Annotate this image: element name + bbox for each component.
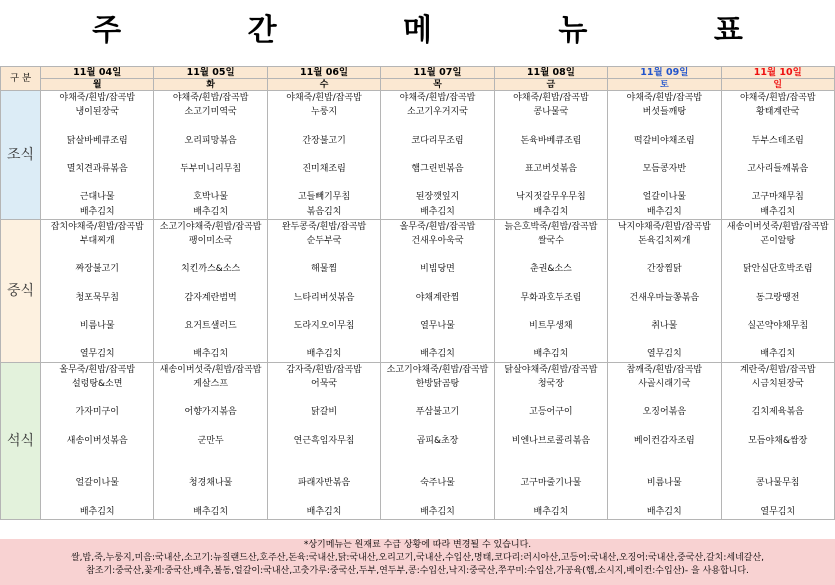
menu-item: 김치제육볶음: [721, 405, 834, 419]
day-name-0: 월: [41, 79, 154, 91]
menu-item: 건새우마늘쫑볶음: [608, 291, 721, 305]
menu-item: [494, 391, 607, 405]
day-date-4: 11월 08일: [494, 67, 607, 79]
menu-item: 늙은호박죽/흰밥/잡곡밥: [494, 219, 607, 234]
menu-item: [154, 176, 267, 190]
menu-item: 야채죽/흰밥/잡곡밥: [41, 91, 154, 106]
menu-item: 낙지젓갈무우무침: [494, 190, 607, 204]
menu-item: 설렁탕&소면: [41, 377, 154, 391]
menu-item: 올무죽/흰밥/잡곡밥: [41, 362, 154, 377]
menu-item: 콩나물국: [494, 105, 607, 119]
menu-item: 실곤약야채무침: [721, 319, 834, 333]
menu-item: [721, 391, 834, 405]
menu-item: [608, 119, 721, 133]
menu-item: [721, 119, 834, 133]
menu-item: 시금치된장국: [721, 377, 834, 391]
menu-item: [267, 119, 380, 133]
menu-item: [41, 305, 154, 319]
menu-item: [41, 148, 154, 162]
menu-item: [381, 448, 494, 462]
menu-item: 고들빼기무침: [267, 190, 380, 204]
menu-item: 건새우아욱국: [381, 234, 494, 248]
menu-item: [154, 391, 267, 405]
menu-item: [494, 462, 607, 476]
menu-item: [494, 148, 607, 162]
menu-item: 치킨까스&소스: [154, 262, 267, 276]
menu-item: 춘권&소스: [494, 262, 607, 276]
notice-line-3: 참조기:중국산,꽃게:중국산,배추,볼동,얼갈이:국내산,고춧가루:중국산,두부,연두부,콩:수입산,낙지:중국산,쭈꾸미:수입산,가공육(햄,소시지,베이컨:수입산)- 을 사용합니다.: [86, 566, 749, 576]
menu-item: 야채죽/흰밥/잡곡밥: [721, 91, 834, 106]
menu-item: 취나물: [608, 319, 721, 333]
menu-item: [267, 391, 380, 405]
menu-item: [381, 148, 494, 162]
menu-item: [41, 119, 154, 133]
menu-item: [381, 391, 494, 405]
menu-item: 부대찌개: [41, 234, 154, 248]
meal-label-1: 중식: [1, 219, 41, 362]
menu-item: 팽이미소국: [154, 234, 267, 248]
menu-item: 청포묵무침: [41, 291, 154, 305]
menu-item: 볶음김치: [267, 205, 380, 220]
menu-item: 어묵국: [267, 377, 380, 391]
menu-item: [494, 305, 607, 319]
menu-item: 곤이알탕: [721, 234, 834, 248]
menu-item: 도라지오이무침: [267, 319, 380, 333]
menu-item: 모듬콩자반: [608, 162, 721, 176]
menu-item: 소고기미역국: [154, 105, 267, 119]
menu-item: [721, 276, 834, 290]
menu-item: 계란죽/흰밥/잡곡밥: [721, 362, 834, 377]
menu-item: [267, 448, 380, 462]
menu-item: 배추김치: [381, 347, 494, 362]
menu-item: 동그랑땡전: [721, 291, 834, 305]
menu-item: 푸삼불고기: [381, 405, 494, 419]
menu-item: 배추김치: [608, 205, 721, 220]
menu-item: [381, 119, 494, 133]
menu-item: [381, 305, 494, 319]
menu-item: [267, 276, 380, 290]
menu-item: [608, 391, 721, 405]
menu-item: 돈육김치찌개: [608, 234, 721, 248]
menu-item: 청국장: [494, 377, 607, 391]
menu-item: [41, 391, 154, 405]
menu-item: 배추김치: [267, 347, 380, 362]
menu-item: 황태계란국: [721, 105, 834, 119]
weekly-menu-table: [0, 66, 835, 520]
menu-item: [721, 448, 834, 462]
menu-item: [41, 248, 154, 262]
menu-item: 햄그린빈볶음: [381, 162, 494, 176]
menu-item: 고사리들깨볶음: [721, 162, 834, 176]
menu-item: 모듬야채&쌈장: [721, 434, 834, 448]
menu-item: 열무김치: [721, 504, 834, 519]
meal-label-0: 조식: [1, 91, 41, 220]
menu-item: 한방닭곰탕: [381, 377, 494, 391]
menu-item: [41, 419, 154, 433]
menu-item: [267, 419, 380, 433]
menu-item: 소고기야채죽/흰밥/잡곡밥: [381, 362, 494, 377]
menu-item: 파래자반볶음: [267, 476, 380, 490]
menu-item: 배추김치: [267, 504, 380, 519]
menu-item: 낙지야채죽/흰밥/잡곡밥: [608, 219, 721, 234]
menu-item: 닭안심단호박조림: [721, 262, 834, 276]
menu-item: 열무나물: [381, 319, 494, 333]
menu-item: [154, 276, 267, 290]
menu-item: 가자미구이: [41, 405, 154, 419]
menu-item: 비엔나브로콜리볶음: [494, 434, 607, 448]
menu-item: [154, 448, 267, 462]
menu-item: 짜장불고기: [41, 262, 154, 276]
menu-item: 누룽지: [267, 105, 380, 119]
notice-line-2: 쌀,밥,죽,누룽지,미음:국내산,소고기:뉴질랜드산,호주산,돈육:국내산,닭:국내산,오리고기,국내산,수입산,명태,코다리:러시아산,고등어:국내산,오징어:국내산,중국산,갈치:세네갈산,: [70, 553, 765, 563]
menu-item: 올무죽/흰밥/잡곡밥: [381, 219, 494, 234]
menu-item: [381, 333, 494, 347]
menu-item: 비름나물: [41, 319, 154, 333]
menu-item: 감자죽/흰밥/잡곡밥: [267, 362, 380, 377]
menu-item: 베이컨감자조림: [608, 434, 721, 448]
menu-item: 얼갈이나물: [608, 190, 721, 204]
day-date-0: 11월 04일: [41, 67, 154, 79]
menu-item: 순두부국: [267, 234, 380, 248]
menu-item: 새송이버섯죽/흰밥/잡곡밥: [721, 219, 834, 234]
day-date-5: 11월 09일: [608, 67, 721, 79]
menu-item: [267, 176, 380, 190]
menu-item: [721, 333, 834, 347]
menu-item: [154, 333, 267, 347]
menu-item: [154, 490, 267, 504]
menu-item: [381, 419, 494, 433]
menu-item: [608, 248, 721, 262]
menu-item: 호박나물: [154, 190, 267, 204]
menu-item: [494, 490, 607, 504]
menu-item: 냉이된장국: [41, 105, 154, 119]
menu-item: [721, 490, 834, 504]
menu-item: 감자계란범벅: [154, 291, 267, 305]
menu-item: [721, 462, 834, 476]
menu-item: 배추김치: [381, 205, 494, 220]
menu-item: 배추김치: [154, 504, 267, 519]
menu-item: [494, 248, 607, 262]
menu-item: [41, 490, 154, 504]
menu-item: [494, 419, 607, 433]
menu-item: [608, 276, 721, 290]
menu-item: [721, 148, 834, 162]
menu-item: [608, 448, 721, 462]
menu-item: 얼갈이나물: [41, 476, 154, 490]
menu-item: 배추김치: [154, 205, 267, 220]
menu-item: 숙주나물: [381, 476, 494, 490]
menu-item: 비빔당면: [381, 262, 494, 276]
menu-item: [381, 176, 494, 190]
notice-box: [0, 539, 835, 585]
menu-item: [608, 176, 721, 190]
menu-item: 간장불고기: [267, 134, 380, 148]
menu-item: 닭살바베큐조림: [41, 134, 154, 148]
menu-item: 잡치야채죽/흰밥/잡곡밥: [41, 219, 154, 234]
menu-item: [608, 462, 721, 476]
menu-item: [494, 276, 607, 290]
menu-item: 열무김치: [41, 347, 154, 362]
menu-item: 야채죽/흰밥/잡곡밥: [154, 91, 267, 106]
menu-item: 사골시래기국: [608, 377, 721, 391]
menu-item: 배추김치: [494, 347, 607, 362]
menu-item: [721, 176, 834, 190]
menu-item: 돈육바베큐조림: [494, 134, 607, 148]
menu-item: [154, 305, 267, 319]
menu-item: [381, 276, 494, 290]
menu-item: [154, 248, 267, 262]
menu-item: 배추김치: [494, 504, 607, 519]
menu-item: 닭갈비: [267, 405, 380, 419]
menu-item: [608, 148, 721, 162]
menu-item: [608, 305, 721, 319]
menu-item: 된장깻잎지: [381, 190, 494, 204]
menu-item: 요거트샐러드: [154, 319, 267, 333]
menu-item: [381, 462, 494, 476]
menu-item: 배추김치: [721, 205, 834, 220]
menu-item: 게살스프: [154, 377, 267, 391]
menu-item: [267, 148, 380, 162]
menu-item: 진미채조림: [267, 162, 380, 176]
menu-item: [154, 119, 267, 133]
menu-item: [41, 176, 154, 190]
menu-item: 표고버섯볶음: [494, 162, 607, 176]
menu-item: [41, 333, 154, 347]
menu-item: [608, 490, 721, 504]
day-date-3: 11월 07일: [381, 67, 494, 79]
day-name-2: 수: [267, 79, 380, 91]
menu-item: [721, 419, 834, 433]
menu-item: [267, 490, 380, 504]
menu-item: 배추김치: [154, 347, 267, 362]
menu-item: [41, 448, 154, 462]
menu-item: [154, 462, 267, 476]
menu-item: 배추김치: [41, 504, 154, 519]
notice-line-1: *상기메뉴는 원재료 수급 상황에 따라 변경될 수 있습니다.: [303, 540, 532, 550]
menu-item: [494, 448, 607, 462]
menu-item: [267, 333, 380, 347]
day-name-4: 금: [494, 79, 607, 91]
day-date-2: 11월 06일: [267, 67, 380, 79]
page-title: 주 간 메 뉴 표: [92, 13, 801, 48]
menu-item: 코다리무조림: [381, 134, 494, 148]
menu-item: [721, 248, 834, 262]
header-label: 구 분: [1, 67, 41, 91]
menu-item: 열무김치: [608, 347, 721, 362]
menu-item: 비트무생채: [494, 319, 607, 333]
menu-item: [381, 490, 494, 504]
menu-item: [267, 462, 380, 476]
menu-item: 두부미니리무침: [154, 162, 267, 176]
day-date-1: 11월 05일: [154, 67, 267, 79]
menu-item: [381, 248, 494, 262]
menu-item: 참깨죽/흰밥/잡곡밥: [608, 362, 721, 377]
menu-item: 떡갈비야채조림: [608, 134, 721, 148]
menu-item: 고구마줄기나물: [494, 476, 607, 490]
menu-item: 청경채나물: [154, 476, 267, 490]
menu-item: 소고기우거지국: [381, 105, 494, 119]
menu-item: [608, 419, 721, 433]
day-name-6: 일: [721, 79, 834, 91]
menu-item: [154, 419, 267, 433]
menu-item: [494, 333, 607, 347]
menu-item: 고등어구이: [494, 405, 607, 419]
menu-item: 쌀국수: [494, 234, 607, 248]
menu-item: 완두콩죽/흰밥/잡곡밥: [267, 219, 380, 234]
menu-item: [267, 305, 380, 319]
menu-item: 야채죽/흰밥/잡곡밥: [494, 91, 607, 106]
menu-item: 해물찜: [267, 262, 380, 276]
menu-item: 어향가지볶음: [154, 405, 267, 419]
menu-item: [41, 462, 154, 476]
menu-item: [721, 305, 834, 319]
menu-item: 야채죽/흰밥/잡곡밥: [608, 91, 721, 106]
menu-item: 간장찜닭: [608, 262, 721, 276]
menu-item: [494, 119, 607, 133]
meal-label-2: 석식: [1, 362, 41, 519]
menu-item: 새송이버섯볶음: [41, 434, 154, 448]
menu-item: 야채죽/흰밥/잡곡밥: [381, 91, 494, 106]
menu-item: 근대나물: [41, 190, 154, 204]
day-date-6: 11월 10일: [721, 67, 834, 79]
menu-item: 오리피망볶음: [154, 134, 267, 148]
menu-item: 콩나물무침: [721, 476, 834, 490]
menu-item: [608, 333, 721, 347]
menu-item: [494, 176, 607, 190]
menu-item: 오징어볶음: [608, 405, 721, 419]
day-name-5: 토: [608, 79, 721, 91]
menu-item: 곱피&초장: [381, 434, 494, 448]
menu-item: 연근흑임자무침: [267, 434, 380, 448]
menu-item: 배추김치: [608, 504, 721, 519]
menu-item: [267, 248, 380, 262]
menu-item: 무화과호두조림: [494, 291, 607, 305]
menu-item: 소고기야채죽/흰밥/잡곡밥: [154, 219, 267, 234]
menu-item: [154, 148, 267, 162]
menu-item: 배추김치: [381, 504, 494, 519]
menu-item: 두부스테조림: [721, 134, 834, 148]
menu-item: 닭살야채죽/흰밥/잡곡밥: [494, 362, 607, 377]
menu-item: 배추김치: [721, 347, 834, 362]
menu-item: 멸치견과류볶음: [41, 162, 154, 176]
menu-item: 군만두: [154, 434, 267, 448]
menu-item: 고구마채무침: [721, 190, 834, 204]
menu-item: [41, 276, 154, 290]
menu-item: 비름나물: [608, 476, 721, 490]
menu-item: 배추김치: [41, 205, 154, 220]
menu-item: 느타리버섯볶음: [267, 291, 380, 305]
menu-item: 배추김치: [494, 205, 607, 220]
day-name-3: 목: [381, 79, 494, 91]
menu-item: 야채죽/흰밥/잡곡밥: [267, 91, 380, 106]
menu-item: 새송이버섯죽/흰밥/잡곡밥: [154, 362, 267, 377]
menu-item: 버섯들깨탕: [608, 105, 721, 119]
menu-item: 야채계란찜: [381, 291, 494, 305]
day-name-1: 화: [154, 79, 267, 91]
